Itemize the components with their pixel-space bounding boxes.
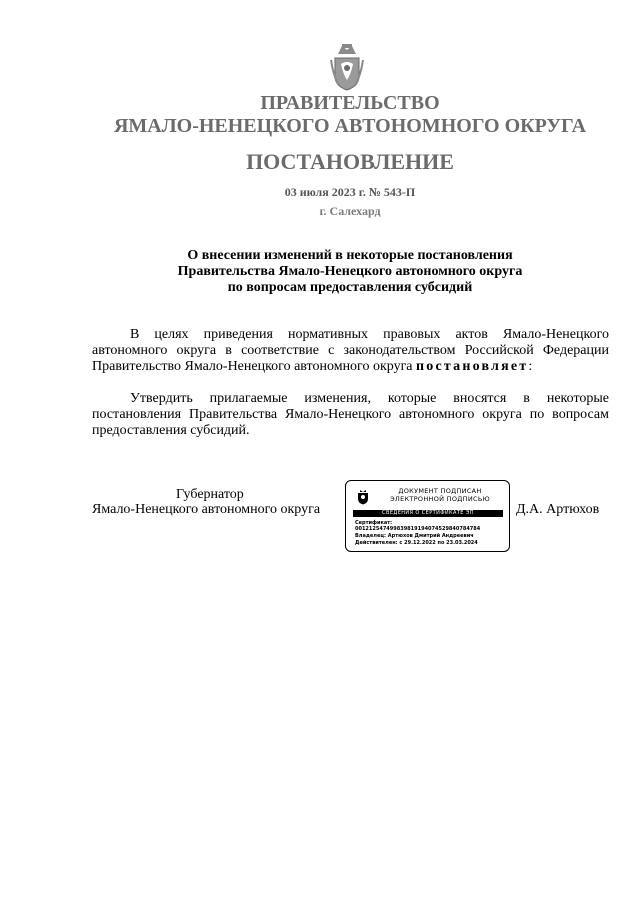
- stamp-certificate-label: Сертификат:: [355, 520, 393, 526]
- stamp-emblem-icon: [356, 489, 370, 505]
- signatory-position: Губернатор: [176, 487, 244, 502]
- government-title: ПРАВИТЕЛЬСТВО: [260, 92, 440, 114]
- document-type: ПОСТАНОВЛЕНИЕ: [246, 149, 454, 174]
- coat-of-arms-emblem: [330, 40, 364, 92]
- doc-title-line-2: Правительства Ямало-Ненецкого автономного округа: [177, 264, 523, 279]
- stamp-certificate-bar: СВЕДЕНИЯ О СЕРТИФИКАТЕ ЭП: [353, 510, 503, 517]
- stamp-validity: Действителен: с 29.12.2022 по 23.03.2024: [355, 540, 478, 546]
- body-paragraph-2: Утвердить прилагаемые изменения, которые вносятся в некоторые постановления Правительства Ямало-Ненецкого автономного округа по вопросам предоставления субсидий.: [92, 391, 609, 438]
- signatory-name: Д.А. Артюхов: [516, 502, 600, 517]
- body-paragraph-1: [92, 327, 609, 375]
- stamp-heading-1: ДОКУМЕНТ ПОДПИСАН: [398, 487, 482, 495]
- stamp-heading-2: ЭЛЕКТРОННОЙ ПОДПИСЬЮ: [390, 495, 490, 503]
- para1-text: В целях приведения нормативных правовых актов Ямало-Ненецкого автономного округа в соответствие с законодательством Российской Федерации Правительство Ямало-Ненецкого автономного округа: [92, 327, 609, 374]
- doc-title-line-1: О внесении изменений в некоторые постановления: [187, 248, 513, 263]
- doc-title-line-3: по вопросам предоставления субсидий: [227, 280, 473, 295]
- document-date-number: 03 июля 2023 г. № 543-П: [284, 185, 416, 199]
- stamp-owner: Владелец: Артюхов Дмитрий Андреевич: [355, 533, 474, 539]
- region-title: ЯМАЛО-НЕНЕЦКОГО АВТОНОМНОГО ОКРУГА: [113, 115, 587, 137]
- para1-end: :: [528, 359, 533, 374]
- resolution-keyword: постановляет: [416, 359, 529, 374]
- electronic-signature-stamp: [345, 480, 510, 552]
- signatory-region: Ямало-Ненецкого автономного округа: [92, 502, 321, 517]
- document-city: г. Салехард: [319, 204, 381, 218]
- stamp-certificate-number: 00121254749983981919407452984078478​4: [355, 526, 481, 532]
